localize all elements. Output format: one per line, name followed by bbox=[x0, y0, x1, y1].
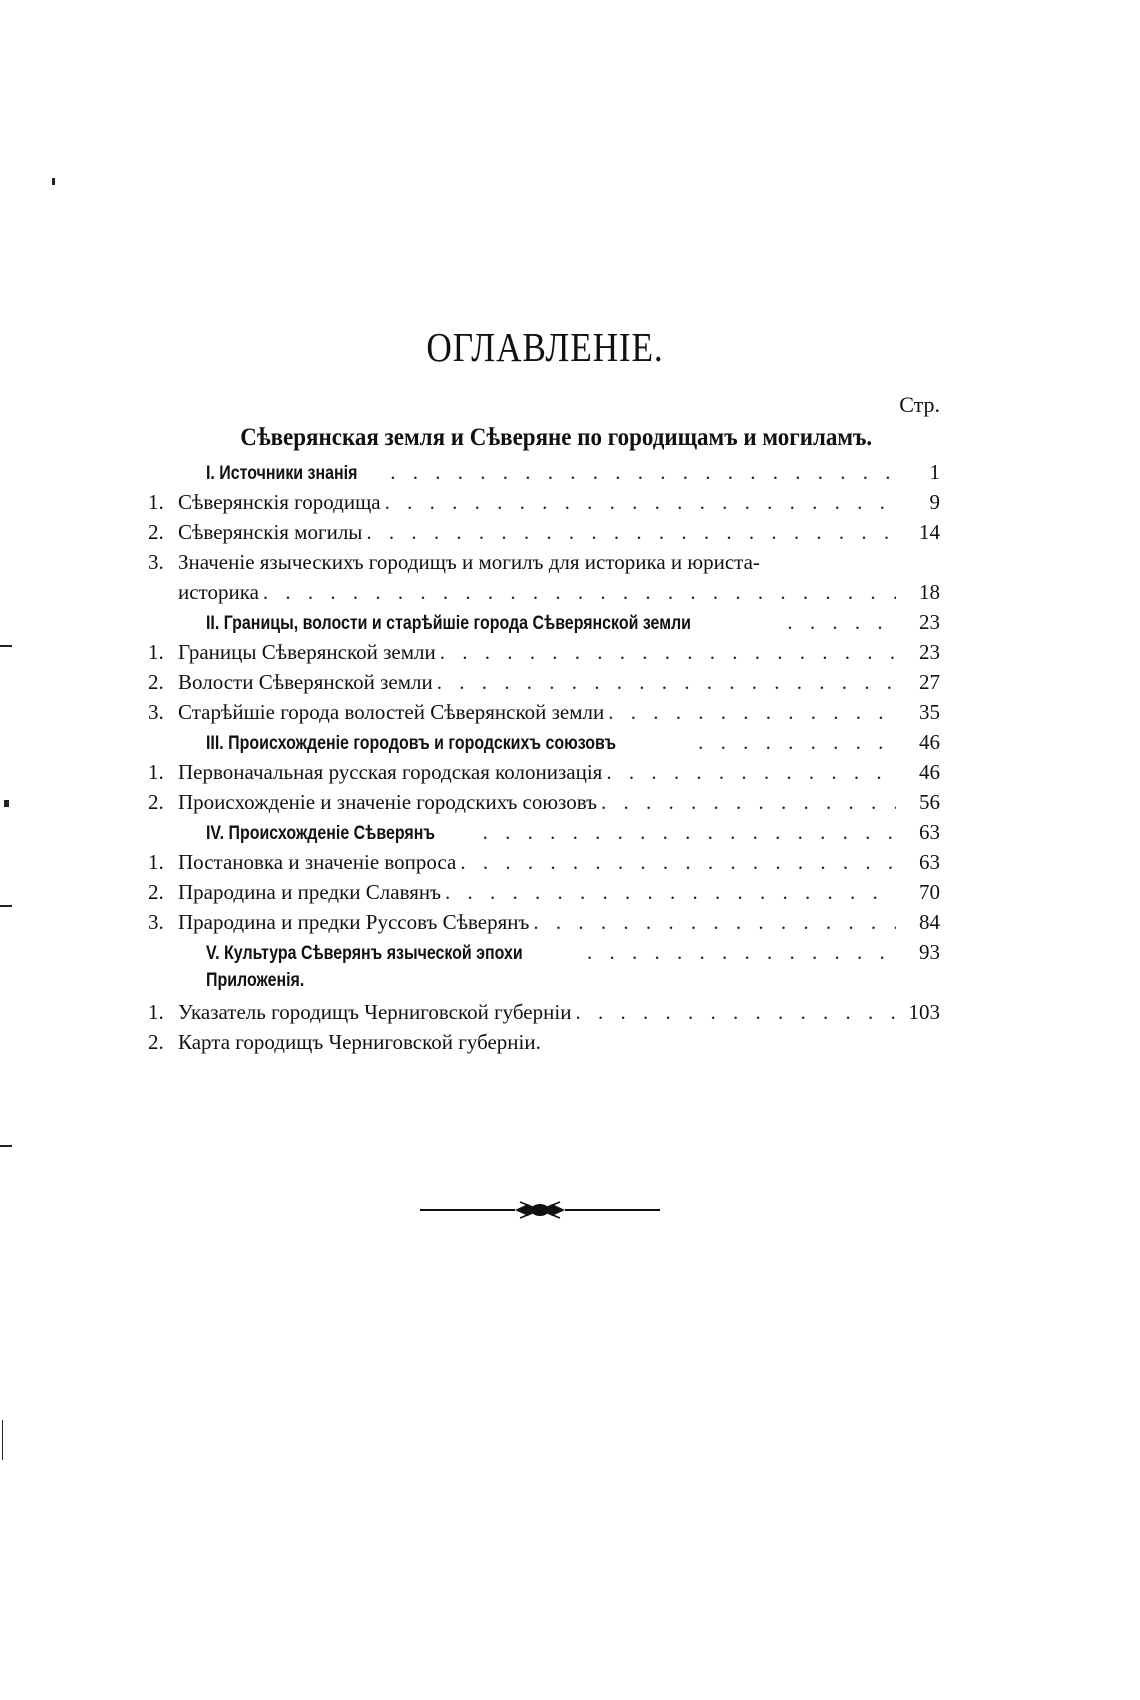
toc-section-entry bbox=[206, 820, 940, 850]
toc-entry-label: Первоначальная русская городская колонизація bbox=[178, 760, 603, 784]
ornament-divider bbox=[420, 1200, 660, 1220]
toc-entry-label: V. Культура Сѣверянъ языческой эпохи bbox=[206, 943, 523, 964]
toc-entry bbox=[148, 550, 940, 580]
toc-entry-label: Волости Сѣверянской земли bbox=[178, 670, 433, 694]
toc-entry-page: 27 bbox=[919, 670, 940, 694]
dot-leader bbox=[587, 940, 896, 965]
toc-entry bbox=[148, 910, 940, 940]
toc-entry bbox=[148, 640, 940, 670]
toc-entry-number: 1. bbox=[148, 850, 164, 874]
toc-entry-label: Значеніе языческихъ городищъ и могилъ для историка и юриста- bbox=[178, 550, 760, 574]
dot-leader bbox=[608, 700, 896, 725]
dot-leader bbox=[445, 880, 896, 905]
toc-entry bbox=[148, 670, 940, 700]
toc-entry bbox=[148, 1030, 940, 1060]
toc-entry-number: 3. bbox=[148, 910, 164, 934]
toc-entry bbox=[148, 1000, 940, 1030]
toc-entry-page: 70 bbox=[919, 880, 940, 904]
dot-leader bbox=[787, 610, 896, 635]
toc-entry-label: Происхожденіе и значеніе городскихъ союзовъ bbox=[178, 790, 597, 814]
scan-mark bbox=[52, 178, 55, 185]
toc-entry-page: 63 bbox=[919, 820, 940, 844]
book-title: Сѣверянская земля и Сѣверяне по городищамъ и могиламъ. bbox=[240, 424, 873, 451]
toc-entry-page: 18 bbox=[919, 580, 940, 604]
dot-leader bbox=[385, 490, 896, 515]
dot-leader bbox=[366, 520, 896, 545]
toc-entry-page: 46 bbox=[919, 730, 940, 754]
toc-entry-number: 2. bbox=[148, 790, 164, 814]
toc-entry-number: 1. bbox=[148, 760, 164, 784]
toc-section-entry bbox=[206, 730, 940, 760]
toc-entry-label: Приложенія. bbox=[206, 970, 305, 991]
toc-heading bbox=[206, 970, 940, 1000]
toc-entry-number: 2. bbox=[148, 670, 164, 694]
toc-entry-page: 14 bbox=[919, 520, 940, 544]
toc-entry bbox=[178, 580, 940, 610]
toc-entry-label: Старѣйшіе города волостей Сѣверянской земли bbox=[178, 700, 605, 724]
toc-entry-page: 103 bbox=[908, 1000, 940, 1024]
toc-entry-number: 1. bbox=[148, 490, 164, 514]
toc-entry bbox=[148, 760, 940, 790]
page-column-label: Стр. bbox=[899, 392, 940, 417]
dot-leader bbox=[575, 1000, 896, 1025]
scan-mark bbox=[0, 905, 12, 907]
toc-entry-label: Сѣверянскія городища bbox=[178, 490, 381, 514]
toc-entry-label: II. Границы, волости и старѣйшіе города Сѣверянской земли bbox=[206, 613, 691, 634]
toc-entry-page: 56 bbox=[919, 790, 940, 814]
toc-entry bbox=[148, 790, 940, 820]
toc-entry-page: 9 bbox=[929, 490, 940, 514]
toc-entry bbox=[148, 850, 940, 880]
toc-entry-number: 2. bbox=[148, 520, 164, 544]
toc-entry bbox=[148, 490, 940, 520]
scan-mark bbox=[0, 645, 12, 647]
scan-mark bbox=[0, 1145, 12, 1147]
toc-entry-label: Прародина и предки Руссовъ Сѣверянъ bbox=[178, 910, 530, 934]
toc-entry-page: 35 bbox=[919, 700, 940, 724]
toc-entry-label: Карта городищъ Черниговской губерніи. bbox=[178, 1030, 541, 1054]
dot-leader bbox=[601, 790, 896, 815]
toc-entry-label: Постановка и значеніе вопроса bbox=[178, 850, 457, 874]
toc-entry-page: 84 bbox=[919, 910, 940, 934]
toc-entry-page: 23 bbox=[919, 640, 940, 664]
dot-leader bbox=[440, 640, 896, 665]
dot-leader bbox=[263, 580, 896, 605]
dot-leader bbox=[533, 910, 896, 935]
toc-entry-label: Сѣверянскія могилы bbox=[178, 520, 363, 544]
toc-entry-label: IV. Происхожденіе Сѣверянъ bbox=[206, 823, 436, 844]
dot-leader bbox=[460, 850, 896, 875]
toc-entry-label: Прародина и предки Славянъ bbox=[178, 880, 441, 904]
toc-entry-page: 93 bbox=[919, 940, 940, 964]
toc-entry-number: 3. bbox=[148, 700, 164, 724]
toc-section-entry bbox=[206, 940, 940, 970]
scan-mark bbox=[2, 1420, 3, 1460]
toc-section-entry bbox=[206, 610, 940, 640]
dot-leader bbox=[483, 820, 896, 845]
toc-entry bbox=[148, 520, 940, 550]
toc-entry-label: I. Источники знанія bbox=[206, 463, 358, 484]
dot-leader bbox=[606, 760, 896, 785]
dot-leader bbox=[437, 670, 896, 695]
toc-entry-page: 63 bbox=[919, 850, 940, 874]
toc-entry-number: 2. bbox=[148, 880, 164, 904]
toc-entry-label: III. Происхожденіе городовъ и городскихъ союзовъ bbox=[206, 733, 617, 754]
toc-entry-page: 1 bbox=[929, 460, 940, 484]
page-title: ОГЛАВЛЕНІЕ. bbox=[426, 324, 664, 370]
toc-entry-label: Границы Сѣверянской земли bbox=[178, 640, 436, 664]
toc-entry-page: 46 bbox=[919, 760, 940, 784]
scan-mark bbox=[4, 800, 9, 807]
toc-entry bbox=[148, 700, 940, 730]
dot-leader bbox=[390, 460, 896, 485]
toc-section-entry bbox=[206, 460, 940, 490]
toc-entry-label: историка bbox=[178, 580, 259, 604]
toc-entry-label: Указатель городищъ Черниговской губерніи bbox=[178, 1000, 572, 1024]
dot-leader bbox=[698, 730, 896, 755]
toc-entry-number: 1. bbox=[148, 640, 164, 664]
toc-entry bbox=[148, 880, 940, 910]
toc-entry-number: 3. bbox=[148, 550, 164, 574]
toc-entry-page: 23 bbox=[919, 610, 940, 634]
toc-entry-number: 1. bbox=[148, 1000, 164, 1024]
toc-entry-number: 2. bbox=[148, 1030, 164, 1054]
